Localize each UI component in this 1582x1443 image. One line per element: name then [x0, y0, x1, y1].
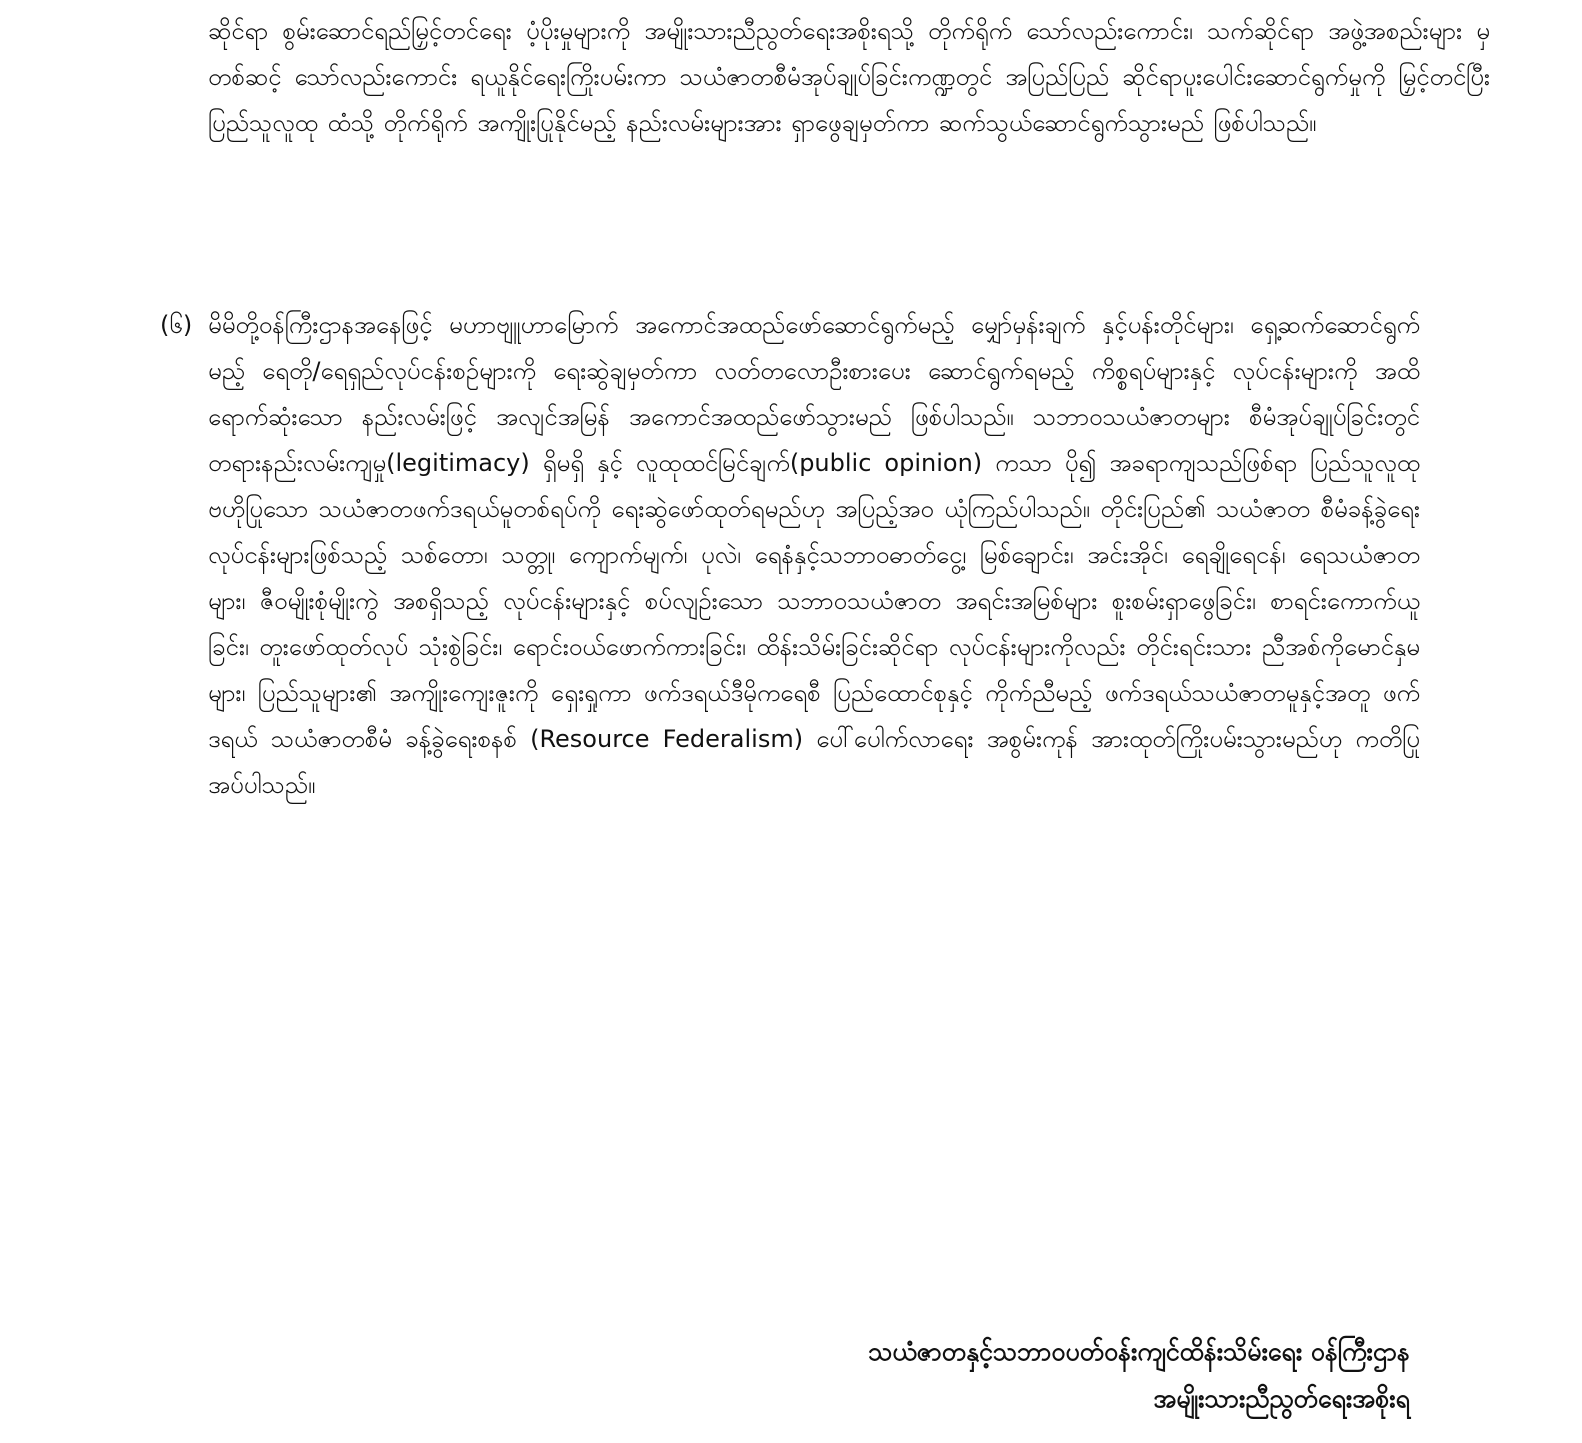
item-marker: (၆) [160, 311, 193, 339]
numbered-item-6 [160, 302, 1420, 808]
continued-paragraph: ဆိုင်ရာ စွမ်းဆောင်ရည်မြှင့်တင်ရေး ပံ့ပိုးမှုများကို အမျိုးသားညီညွတ်ရေးအစိုးရသို့ တိုက်ရိုက် သော်လည်းကောင်း၊ သက်ဆိုင်ရာ အဖွဲ့အစည်းများ မှတစ်ဆင့် သော်လည်းကောင်း ရယူနိုင်ရေးကြိုးပမ်းကာ သယံဇာတစီမံအုပ်ချုပ်ခြင်းကဏ္ဍတွင် အပြည်ပြည် ဆိုင်ရာပူးပေါင်းဆောင်ရွက်မှုကို မြှင့်တင်ပြီး ပြည်သူလူထု ထံသို့ တိုက်ရိုက် အကျိုးပြုနိုင်မည့် နည်းလမ်းများအား ရှာဖွေချမှတ်ကာ ဆက်သွယ်ဆောင်ရွက်သွားမည် ဖြစ်ပါသည်။ [208, 17, 1490, 137]
government-name: အမျိုးသားညီညွတ်ရေးအစိုးရ [1153, 1384, 1410, 1413]
item-6-text: မိမိတို့ဝန်ကြီးဌာနအနေဖြင့် မဟာဗျူဟာမြောက် အကောင်အထည်ဖော်ဆောင်ရွက်မည့် မျှော်မှန်းချက် နှင့်ပန်းတိုင်များ၊ ရှေ့ဆက်ဆောင်ရွက်မည့် ရေတို/ရေရှည်လုပ်ငန်းစဉ်များကို ရေးဆွဲချမှတ်ကာ လတ်တလောဦးစားပေး ဆောင်ရွက်ရမည့် ကိစ္စရပ်များနှင့် လုပ်ငန်းများကို အထိရောက်ဆုံးသော နည်းလမ်းဖြင့် အလျင်အမြန် အကောင်အထည်ဖော်သွားမည် ဖြစ်ပါသည်။ သဘာဝသယံဇာတများ စီမံအုပ်ချုပ်ခြင်းတွင် တရားနည်းလမ်းကျမှု(legitimacy) ရှိမရှိ နှင့် လူထုထင်မြင်ချက်(public opinion) ကသာ ပို၍ အခရာကျသည်ဖြစ်ရာ ပြည်သူလူထု ဗဟိုပြုသော သယံဇာတဖက်ဒရယ်မူတစ်ရပ်ကို ရေးဆွဲဖော်ထုတ်ရမည်ဟု အပြည့်အဝ ယုံကြည်ပါသည်။ တိုင်းပြည်၏ သယံဇာတ စီမံခန့်ခွဲရေး လုပ်ငန်းများဖြစ်သည့် သစ်တော၊ သတ္တု၊ ကျောက်မျက်၊ ပုလဲ၊ ရေနံနှင့်သဘာဝဓာတ်ငွေ့၊ မြစ်ချောင်း၊ အင်းအိုင်၊ ရေချိုရေငန်၊ ရေသယံဇာတများ၊ ဇီဝမျိုးစုံမျိုးကွဲ အစရှိသည့် လုပ်ငန်းများနှင့် စပ်လျဉ်းသော သဘာဝသယံဇာတ အရင်းအမြစ်များ စူးစမ်းရှာဖွေခြင်း၊ စာရင်းကောက်ယူခြင်း၊ တူးဖော်ထုတ်လုပ် သုံးစွဲခြင်း၊ ရောင်းဝယ်ဖောက်ကားခြင်း၊ ထိန်းသိမ်းခြင်းဆိုင်ရာ လုပ်ငန်းများကိုလည်း တိုင်းရင်းသား ညီအစ်ကိုမောင်နှမများ၊ ပြည်သူများ၏ အကျိုးကျေးဇူးကို ရှေးရှုကာ ဖက်ဒရယ်ဒီမိုကရေစီ ပြည်ထောင်စုနှင့် ကိုက်ညီမည့် ဖက်ဒရယ်သယံဇာတမူနှင့်အတူ ဖက်ဒရယ် သယံဇာတစီမံ ခန့်ခွဲရေးစနစ် (Resource Federalism) ပေါ်ပေါက်လာရေး အစွမ်းကုန် အားထုတ်ကြိုးပမ်းသွားမည်ဟု ကတိပြု အပ်ပါသည်။ [208, 311, 1420, 799]
ministry-name: သယံဇာတနှင့်သဘာဝပတ်ဝန်းကျင်ထိန်းသိမ်းရေး ဝန်ကြီးဌာန [868, 1337, 1410, 1366]
signature-block [868, 1328, 1410, 1422]
